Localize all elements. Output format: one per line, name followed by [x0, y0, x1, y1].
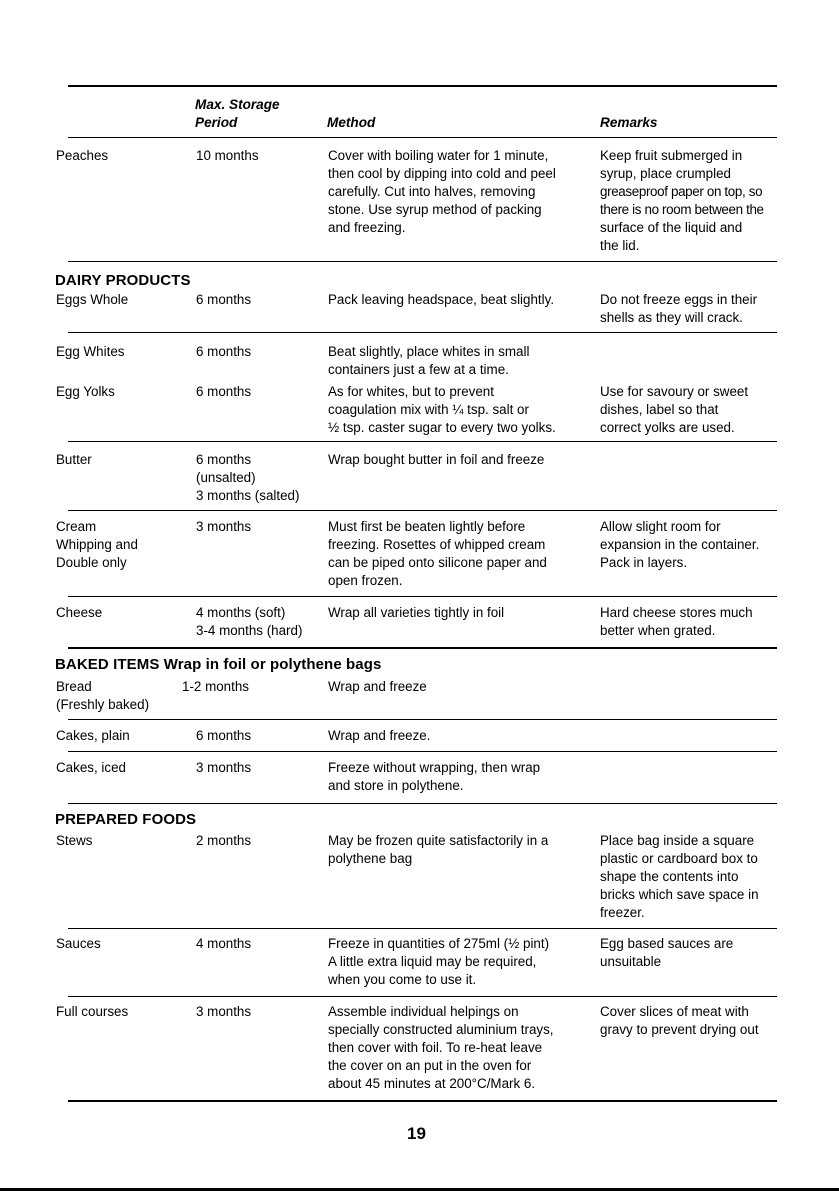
item-cell: Stews: [56, 833, 93, 848]
remarks-cell: greaseproof paper on top, so: [600, 184, 763, 199]
item-cell: Whipping and: [56, 537, 138, 552]
row-rule: [68, 332, 777, 333]
method-cell: Freeze in quantities of 275ml (½ pint): [328, 936, 550, 951]
method-cell: ½ tsp. caster sugar to every two yolks.: [328, 420, 556, 435]
method-cell: freezing. Rosettes of whipped cream: [328, 537, 546, 552]
remarks-cell: Hard cheese stores much: [600, 605, 753, 620]
item-cell: Egg Yolks: [56, 384, 115, 399]
row-rule: [68, 928, 777, 929]
remarks-cell: plastic or cardboard box to: [600, 851, 758, 866]
row-rule: [68, 596, 777, 597]
method-cell: Cover with boiling water for 1 minute,: [328, 148, 549, 163]
item-cell: Cheese: [56, 605, 103, 620]
header-rule: [68, 137, 777, 138]
row-rule: [68, 803, 777, 804]
row-rule: [68, 751, 777, 752]
method-cell: then cool by dipping into cold and peel: [328, 166, 556, 181]
row-rule: [68, 261, 777, 262]
method-cell: containers just a few at a time.: [328, 362, 509, 377]
remarks-cell: expansion in the container.: [600, 537, 760, 552]
method-cell: specially constructed aluminium trays,: [328, 1022, 554, 1037]
page-number: 19: [407, 1124, 426, 1143]
method-cell: and freezing.: [328, 220, 406, 235]
remarks-cell: Pack in layers.: [600, 555, 688, 570]
period-cell: 6 months: [196, 728, 252, 743]
period-cell: 10 months: [196, 148, 259, 163]
remarks-cell: there is no room between the: [600, 202, 764, 217]
method-cell: coagulation mix with ¼ tsp. salt or: [328, 402, 529, 417]
method-cell: May be frozen quite satisfactorily in a: [328, 833, 549, 848]
section-heading-baked: BAKED ITEMS Wrap in foil or polythene bags: [55, 656, 382, 673]
item-cell: Cakes, plain: [56, 728, 130, 743]
section-heading-dairy: DAIRY PRODUCTS: [55, 272, 191, 289]
remarks-cell: surface of the liquid and: [600, 220, 743, 235]
remarks-cell: Use for savoury or sweet: [600, 384, 749, 399]
method-cell: about 45 minutes at 200°C/Mark 6.: [328, 1076, 536, 1091]
remarks-cell: dishes, label so that: [600, 402, 719, 417]
method-cell: As for whites, but to prevent: [328, 384, 494, 399]
remarks-cell: Do not freeze eggs in their: [600, 292, 758, 307]
remarks-cell: Allow slight room for: [600, 519, 721, 534]
method-cell: Wrap bought butter in foil and freeze: [328, 452, 545, 467]
method-cell: Assemble individual helpings on: [328, 1004, 519, 1019]
method-cell: Wrap all varieties tightly in foil: [328, 605, 505, 620]
row-rule: [68, 996, 777, 997]
item-cell: Butter: [56, 452, 92, 467]
method-cell: stone. Use syrup method of packing: [328, 202, 542, 217]
method-cell: Beat slightly, place whites in small: [328, 344, 530, 359]
header-remarks: Remarks: [600, 115, 658, 130]
row-rule: [68, 719, 777, 720]
item-cell: Egg Whites: [56, 344, 125, 359]
method-cell: open frozen.: [328, 573, 403, 588]
period-cell: 6 months: [196, 452, 252, 467]
item-cell: Cakes, iced: [56, 760, 126, 775]
method-cell: when you come to use it.: [328, 972, 477, 987]
method-cell: Freeze without wrapping, then wrap: [328, 760, 541, 775]
header-method: Method: [327, 115, 376, 130]
remarks-cell: correct yolks are used.: [600, 420, 735, 435]
method-cell: carefully. Cut into halves, removing: [328, 184, 536, 199]
period-cell: 3 months: [196, 760, 252, 775]
remarks-cell: gravy to prevent drying out: [600, 1022, 759, 1037]
remarks-cell: freezer.: [600, 905, 645, 920]
top-rule: [68, 85, 777, 87]
period-cell: 3-4 months (hard): [196, 623, 303, 638]
header-storage-line1: Max. Storage: [195, 97, 280, 112]
remarks-cell: Egg based sauces are: [600, 936, 734, 951]
item-cell: Sauces: [56, 936, 101, 951]
period-cell: 3 months (salted): [196, 488, 300, 503]
item-cell: Peaches: [56, 148, 109, 163]
method-cell: can be piped onto silicone paper and: [328, 555, 547, 570]
period-cell: 3 months: [196, 519, 252, 534]
remarks-cell: Cover slices of meat with: [600, 1004, 749, 1019]
method-cell: then cover with foil. To re-heat leave: [328, 1040, 543, 1055]
period-cell: 4 months (soft): [196, 605, 286, 620]
period-cell: 6 months: [196, 384, 252, 399]
method-cell: Wrap and freeze: [328, 679, 427, 694]
period-cell: 4 months: [196, 936, 252, 951]
method-cell: Wrap and freeze.: [328, 728, 431, 743]
remarks-cell: shells as they will crack.: [600, 310, 743, 325]
method-cell: the cover on an put in the oven for: [328, 1058, 532, 1073]
method-cell: polythene bag: [328, 851, 413, 866]
row-rule: [68, 441, 777, 442]
remarks-cell: better when grated.: [600, 623, 716, 638]
section-heading-prepared: PREPARED FOODS: [55, 811, 197, 828]
remarks-cell: Keep fruit submerged in: [600, 148, 743, 163]
item-cell: (Freshly baked): [56, 697, 150, 712]
remarks-cell: the lid.: [600, 238, 640, 253]
item-cell: Full courses: [56, 1004, 129, 1019]
item-cell: Double only: [56, 555, 127, 570]
item-cell: Cream: [56, 519, 97, 534]
period-cell: 3 months: [196, 1004, 252, 1019]
period-cell: (unsalted): [196, 470, 256, 485]
period-cell: 6 months: [196, 292, 252, 307]
remarks-cell: Place bag inside a square: [600, 833, 755, 848]
remarks-cell: unsuitable: [600, 954, 662, 969]
period-cell: 2 months: [196, 833, 252, 848]
method-cell: A little extra liquid may be required,: [328, 954, 537, 969]
method-cell: and store in polythene.: [328, 778, 464, 793]
item-cell: Bread: [56, 679, 92, 694]
method-cell: Must first be beaten lightly before: [328, 519, 526, 534]
section-rule: [68, 647, 777, 649]
period-cell: 1-2 months: [182, 679, 249, 694]
row-rule: [68, 510, 777, 511]
period-cell: 6 months: [196, 344, 252, 359]
item-cell: Eggs Whole: [56, 292, 129, 307]
bottom-rule: [68, 1100, 777, 1102]
method-cell: Pack leaving headspace, beat slightly.: [328, 292, 555, 307]
remarks-cell: syrup, place crumpled: [600, 166, 731, 181]
remarks-cell: bricks which save space in: [600, 887, 759, 902]
remarks-cell: shape the contents into: [600, 869, 739, 884]
header-storage-line2: Period: [195, 115, 238, 130]
